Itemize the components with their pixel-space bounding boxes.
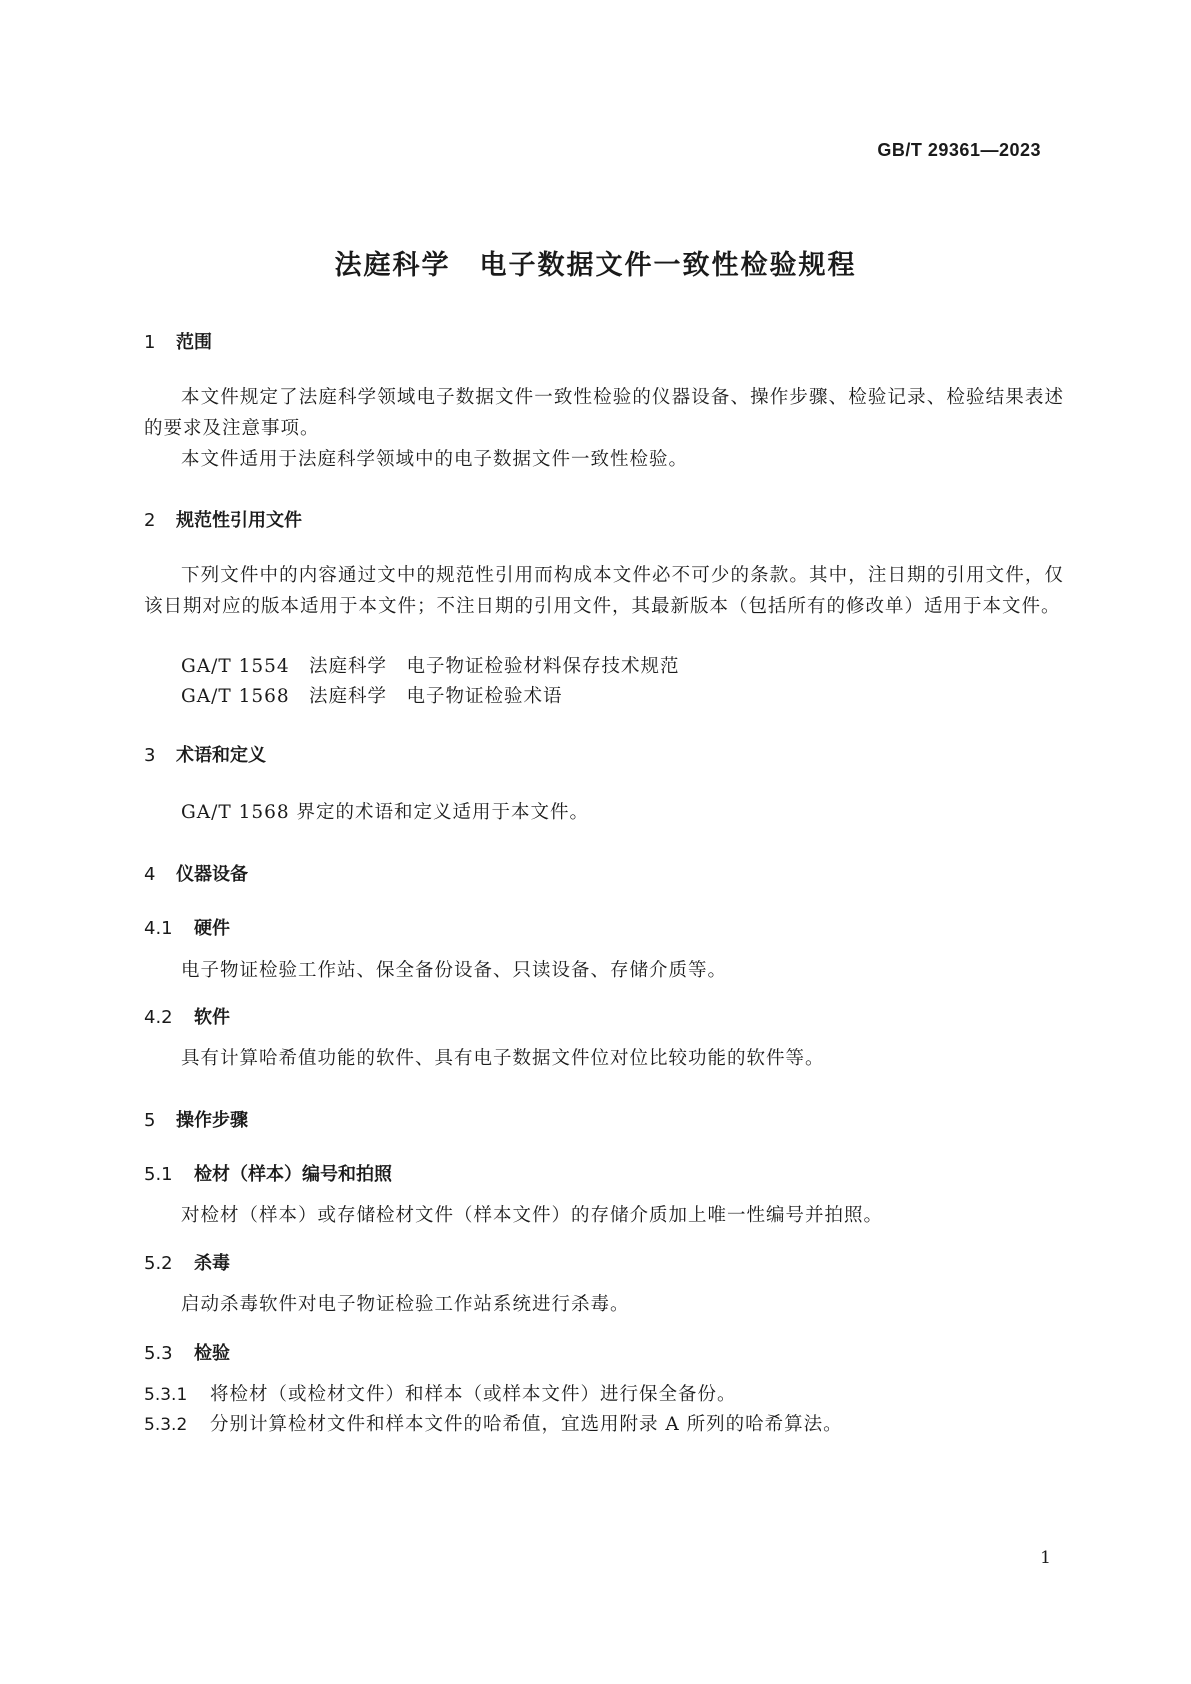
section-title: 硬件 xyxy=(194,918,230,939)
section-number: 4.1 xyxy=(144,918,173,939)
section-title: 术语和定义 xyxy=(176,745,266,766)
section-title: 操作步骤 xyxy=(176,1110,248,1131)
subsection-4-1-text: 电子物证检验工作站、保全备份设备、只读设备、存储介质等。 xyxy=(181,960,728,981)
subsection-5-3-heading xyxy=(144,1339,230,1365)
section-1-paragraph-1: 本文件规定了法庭科学领域电子数据文件一致性检验的仪器设备、操作步骤、检验记录、检验结果表述的要求及注意事项。 xyxy=(144,387,1064,439)
section-number: 5.2 xyxy=(144,1253,173,1274)
section-5-heading xyxy=(144,1106,248,1132)
section-number: 3 xyxy=(144,745,156,766)
section-4-heading xyxy=(144,860,248,886)
subsection-4-2-text: 具有计算哈希值功能的软件、具有电子数据文件位对位比较功能的软件等。 xyxy=(181,1048,825,1069)
subsection-5-1-heading xyxy=(144,1160,392,1186)
normative-reference xyxy=(181,652,680,678)
section-number: 5 xyxy=(144,1110,156,1131)
subsection-4-1-heading xyxy=(144,914,230,940)
section-number: 2 xyxy=(144,510,156,531)
reference-title: 法庭科学 电子物证检验材料保存技术规范 xyxy=(309,656,680,677)
clause-number: 5.3.2 xyxy=(144,1415,188,1435)
normative-reference xyxy=(181,682,563,708)
section-3-paragraph-1: GA/T 1568 界定的术语和定义适用于本文件。 xyxy=(181,802,590,823)
subsection-5-1-text: 对检材（样本）或存储检材文件（样本文件）的存储介质加上唯一性编号并拍照。 xyxy=(181,1205,884,1226)
reference-title: 法庭科学 电子物证检验术语 xyxy=(309,686,563,707)
section-number: 5.1 xyxy=(144,1164,173,1185)
section-number: 4 xyxy=(144,864,156,885)
clause-5-3-2 xyxy=(144,1410,843,1436)
standard-number: GB/T 29361—2023 xyxy=(877,140,1041,160)
section-2-heading xyxy=(144,506,302,532)
reference-code: GA/T 1568 xyxy=(181,686,290,707)
section-title: 软件 xyxy=(194,1007,230,1028)
section-1-paragraph-2: 本文件适用于法庭科学领域中的电子数据文件一致性检验。 xyxy=(181,449,689,470)
clause-text: 将检材（或检材文件）和样本（或样本文件）进行保全备份。 xyxy=(210,1384,737,1405)
page-number: 1 xyxy=(1040,1548,1051,1568)
section-1-heading xyxy=(144,328,212,354)
section-title: 规范性引用文件 xyxy=(176,510,302,531)
section-title: 检验 xyxy=(194,1343,230,1364)
section-number: 4.2 xyxy=(144,1007,173,1028)
section-2-paragraph-1: 下列文件中的内容通过文中的规范性引用而构成本文件必不可少的条款。其中，注日期的引用文件，仅该日期对应的版本适用于本文件；不注日期的引用文件，其最新版本（包括所有的修改单）适用于本文件。 xyxy=(144,565,1064,617)
reference-code: GA/T 1554 xyxy=(181,656,290,677)
clause-5-3-1 xyxy=(144,1380,737,1406)
subsection-4-2-heading xyxy=(144,1003,230,1029)
section-3-heading xyxy=(144,741,266,767)
subsection-5-2-text: 启动杀毒软件对电子物证检验工作站系统进行杀毒。 xyxy=(181,1294,630,1315)
section-title: 范围 xyxy=(176,332,212,353)
clause-text: 分别计算检材文件和样本文件的哈希值，宜选用附录 A 所列的哈希算法。 xyxy=(210,1414,843,1435)
subsection-5-2-heading xyxy=(144,1249,230,1275)
section-number: 5.3 xyxy=(144,1343,173,1364)
section-title: 检材（样本）编号和拍照 xyxy=(194,1164,392,1185)
section-number: 1 xyxy=(144,332,156,353)
document-title: 法庭科学 电子数据文件一致性检验规程 xyxy=(334,250,857,281)
section-title: 仪器设备 xyxy=(176,864,248,885)
section-title: 杀毒 xyxy=(194,1253,230,1274)
clause-number: 5.3.1 xyxy=(144,1385,188,1405)
